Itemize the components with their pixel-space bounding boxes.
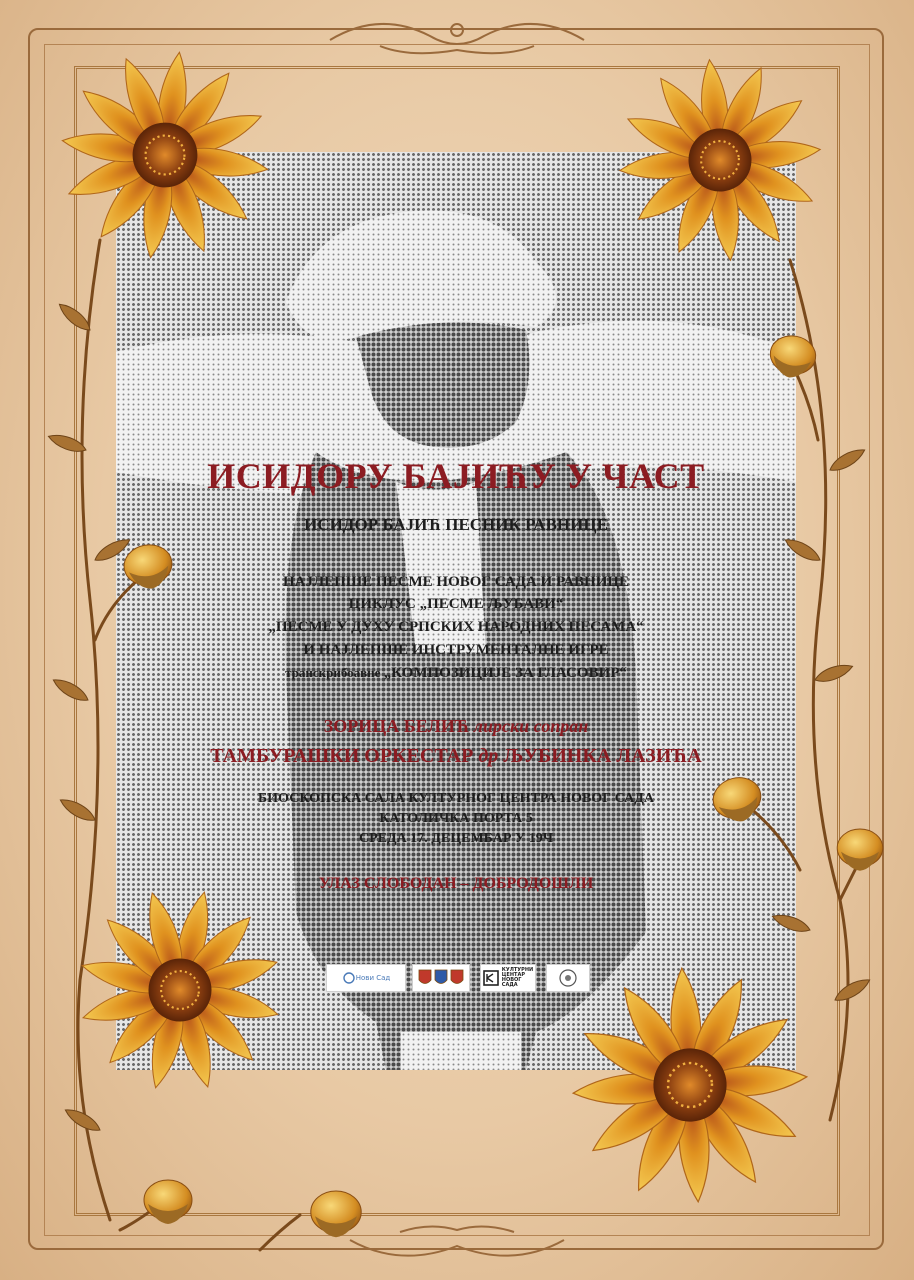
bud-bottom-center-icon	[311, 1191, 361, 1237]
flower-bottom-right-icon	[565, 960, 815, 1210]
bud-left-icon	[121, 541, 176, 593]
bottom-scroll-ornament	[350, 1226, 564, 1255]
flower-bottom-left-icon	[58, 868, 302, 1112]
top-scroll-ornament	[330, 24, 584, 53]
transcription-prefix: транскрибоавне	[285, 665, 384, 680]
kcns-line-1: КУЛТУРНИ	[501, 966, 534, 973]
singer-name: ЗОРИЦА БЕЛИЋ	[323, 716, 470, 736]
transcription-name: „КОМПОЗИЦИЈЕ ЗА ГЛАСОВИР“	[383, 665, 627, 681]
program-line-2: ЦИКЛУС „ПЕСМЕ ЉУБАВИ“	[348, 596, 564, 612]
kcns-line-2: ЦЕНТАР	[501, 971, 525, 978]
program-line-4: И НАЈЛЕПШЕ ИНСТРУМЕНТАЛНЕ ИГРЕ	[303, 642, 609, 658]
bud-right-mid-icon	[709, 772, 767, 827]
novi-sad-logo-text: Нови Сад	[355, 973, 391, 982]
program-line-3: „ПЕСМЕ У ДУХУ СРПСКИХ НАРОДНИХ ПЕСАМА“	[268, 619, 644, 635]
flower-top-left-icon	[48, 38, 282, 272]
program-line-1: НАЈЛЕПШЕ ПЕСМЕ НОВОГ САДА И РАВНИЦЕ	[282, 574, 630, 590]
orchestra-name-a: ТАМБУРАШКИ ОРКЕСТАР	[210, 745, 479, 767]
entry-line: УЛАЗ СЛОБОДАН – ДОБРОДОШЛИ	[318, 875, 594, 892]
venue-line-1: БИОСКОПСКА САЛА КУЛТУРНОГ ЦЕНТРА НОВОГ САДА	[258, 791, 654, 806]
venue-line-2: КАТОЛИЧКА ПОРТА 5	[379, 811, 533, 826]
flower-top-right-icon	[609, 49, 831, 271]
venue-line-3: СРЕДА 17. ДЕЦЕМБАР У 19Ч	[359, 831, 553, 846]
orchestra-dr: др	[478, 745, 499, 767]
poster-subtitle: ИСИДОР БАЈИЋ ПЕСНИК РАВНИЦЕ	[304, 515, 608, 534]
singer-role: лирски сопран	[469, 716, 589, 736]
orchestra-name-b: ЉУБИНКА ЛАЗИЋА	[498, 745, 702, 767]
poster-title: ИСИДОРУ БАЈИЋУ У ЧАСТ	[207, 456, 705, 496]
bud-bottom-left-icon	[144, 1180, 192, 1224]
bud-right-low-icon	[837, 829, 883, 871]
kcns-line-4: САДА	[501, 982, 518, 989]
kcns-line-3: НОВОГ	[501, 977, 522, 983]
